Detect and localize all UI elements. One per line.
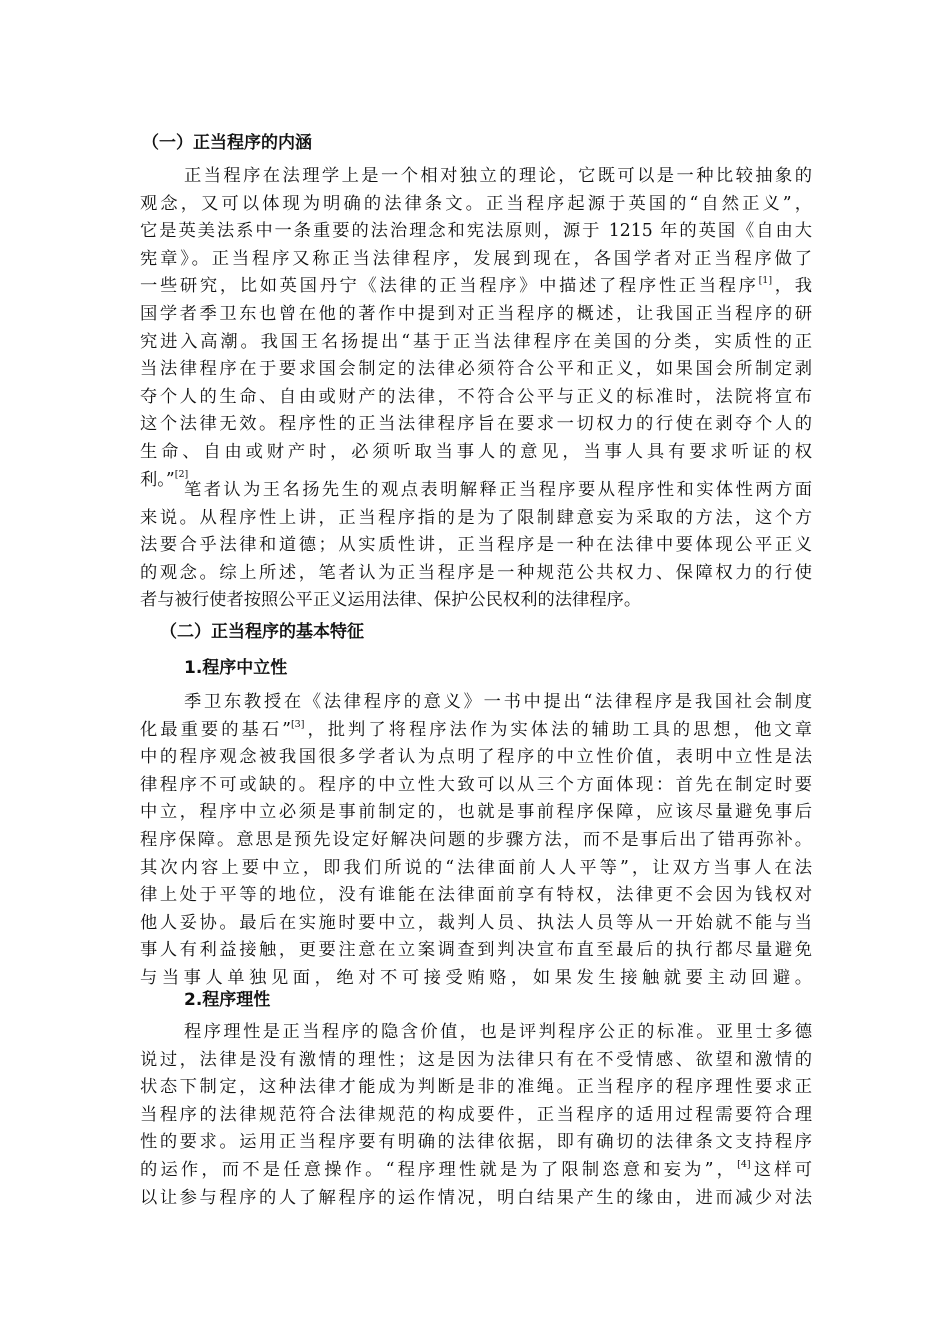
text-line: 程序保障。意思是预先设定好解决问题的步骤方法，而不是事后出了错再弥补。 (140, 829, 812, 850)
text-line: 中的程序观念被我国很多学者认为点明了程序的中立性价值，表明中立性是法 (140, 747, 812, 768)
text-line: 的观念。综上所述，笔者认为正当程序是一种规范公共权力、保障权力的行使 (140, 562, 812, 583)
text-line: 来说。从程序性上讲，正当程序指的是为了限制肆意妄为采取的方法，这个方 (140, 507, 812, 528)
text-line: 者与被行使者按照公平正义运用法律、保护公民权利的法律程序。 (140, 590, 642, 611)
text-line: 正当程序在法理学上是一个相对独立的理论，它既可以是一种比较抽象的 (184, 166, 812, 186)
text-line: 宪章》。正当程序又称正当法律程序，发展到现在，各国学者对正当程序做了 (140, 248, 812, 269)
text-line: 以让参与程序的人了解程序的运作情况，明白结果产生的缘由，进而减少对法 (140, 1187, 812, 1208)
citation-marker: [3] (290, 718, 305, 730)
text-line: 说过，法律是没有激情的理性；这是因为法律只有在不受情感、欲望和激情的 (140, 1049, 812, 1070)
text-line: 笔者认为王名扬先生的观点表明解释正当程序要从程序性和实体性两方面 (184, 480, 812, 500)
text-line: 事人有利益接触，更要注意在立案调查到判决宣布直至最后的执行都尽量避免 (140, 940, 812, 961)
paragraph-author-view (140, 477, 812, 615)
text-line (140, 717, 812, 745)
text-line: 其次内容上要中立，即我们所说的“法律面前人人平等”，让双方当事人在法 (140, 857, 812, 878)
text-line: 它是英美法系中一条重要的法治理念和宪法原则，源于 1215 年的英国《自由大 (140, 221, 812, 242)
text-segment: ，我 (772, 276, 812, 297)
section-heading-connotation: （一）正当程序的内涵 (142, 133, 312, 153)
section-heading-features: （二）正当程序的基本特征 (160, 622, 364, 642)
text-line: 律程序不可或缺的。程序的中立性大致可以从三个方面体现：首先在制定时要 (140, 774, 812, 795)
text-segment: 的运作，而不是任意操作。“程序理性就是为了限制恣意和妄为”， (140, 1159, 738, 1180)
text-line: 生命、自由或财产时，必须听取当事人的意见，当事人具有要求听证的权 (140, 441, 812, 462)
text-line: 国学者季卫东也曾在他的著作中提到对正当程序的概述，让我国正当程序的研 (140, 303, 812, 324)
text-segment: 利。” (140, 469, 175, 490)
paragraph-rationality (140, 1019, 812, 1212)
text-line: 与当事人单独见面，绝对不可接受贿赂，如果发生接触就要主动回避。 (140, 967, 812, 988)
text-line: 究进入高潮。我国王名扬提出“基于正当法律程序在美国的分类，实质性的正 (140, 331, 812, 352)
text-line: 状态下制定，这种法律才能成为判断是非的准绳。正当程序的程序理性要求正 (140, 1077, 812, 1098)
paragraph-connotation (140, 163, 812, 494)
text-line: 中立，程序中立必须是事前制定的，也就是事前程序保障，应该尽量避免事后 (140, 802, 812, 823)
text-line: 法要合乎法律和道德；从实质性讲，正当程序是一种在法律中要体现公平正义 (140, 535, 812, 556)
text-line: 他人妥协。最后在实施时要中立，裁判人员、执法人员等从一开始就不能与当 (140, 912, 812, 933)
text-line (140, 1157, 812, 1185)
text-line: 律上处于平等的地位，没有谁能在法律面前享有特权，法律更不会因为钱权对 (140, 885, 812, 906)
citation-marker: [2] (174, 468, 189, 480)
subheading-rationality: 2.程序理性 (184, 990, 271, 1010)
text-line: 程序理性是正当程序的隐含价值，也是评判程序公正的标准。亚里士多德 (184, 1022, 812, 1042)
text-line: 季卫东教授在《法律程序的意义》一书中提出“法律程序是我国社会制度 (184, 692, 812, 712)
subheading-neutrality: 1.程序中立性 (184, 658, 288, 678)
text-line: 当程序的法律规范符合法律规范的构成要件，正当程序的适用过程需要符合理 (140, 1104, 812, 1125)
text-segment: ，批判了将程序法作为实体法的辅助工具的思想，他文章 (304, 719, 812, 740)
text-line: 当法律程序在于要求国会制定的法律必须符合公平和正义，如果国会所制定剥 (140, 359, 812, 380)
text-line: 性的要求。运用正当程序要有明确的法律依据，即有确切的法律条文支持程序 (140, 1132, 812, 1153)
paragraph-neutrality (140, 689, 812, 1020)
text-line (140, 273, 812, 301)
text-line: 观念，又可以体现为明确的法律条文。正当程序起源于英国的“自然正义”， (140, 193, 812, 214)
citation-marker: [1] (758, 275, 773, 287)
text-line: 这个法律无效。程序性的正当法律程序旨在要求一切权力的行使在剥夺个人的 (140, 414, 812, 435)
text-segment: 化最重要的基石” (140, 719, 291, 740)
text-segment: 一些研究，比如英国丹宁《法律的正当程序》中描述了程序性正当程序 (140, 276, 759, 297)
text-line: 夺个人的生命、自由或财产的法律，不符合公平与正义的标准时，法院将宣布 (140, 386, 812, 407)
citation-marker: [4] (737, 1158, 751, 1170)
text-segment: 这样可 (750, 1159, 812, 1180)
